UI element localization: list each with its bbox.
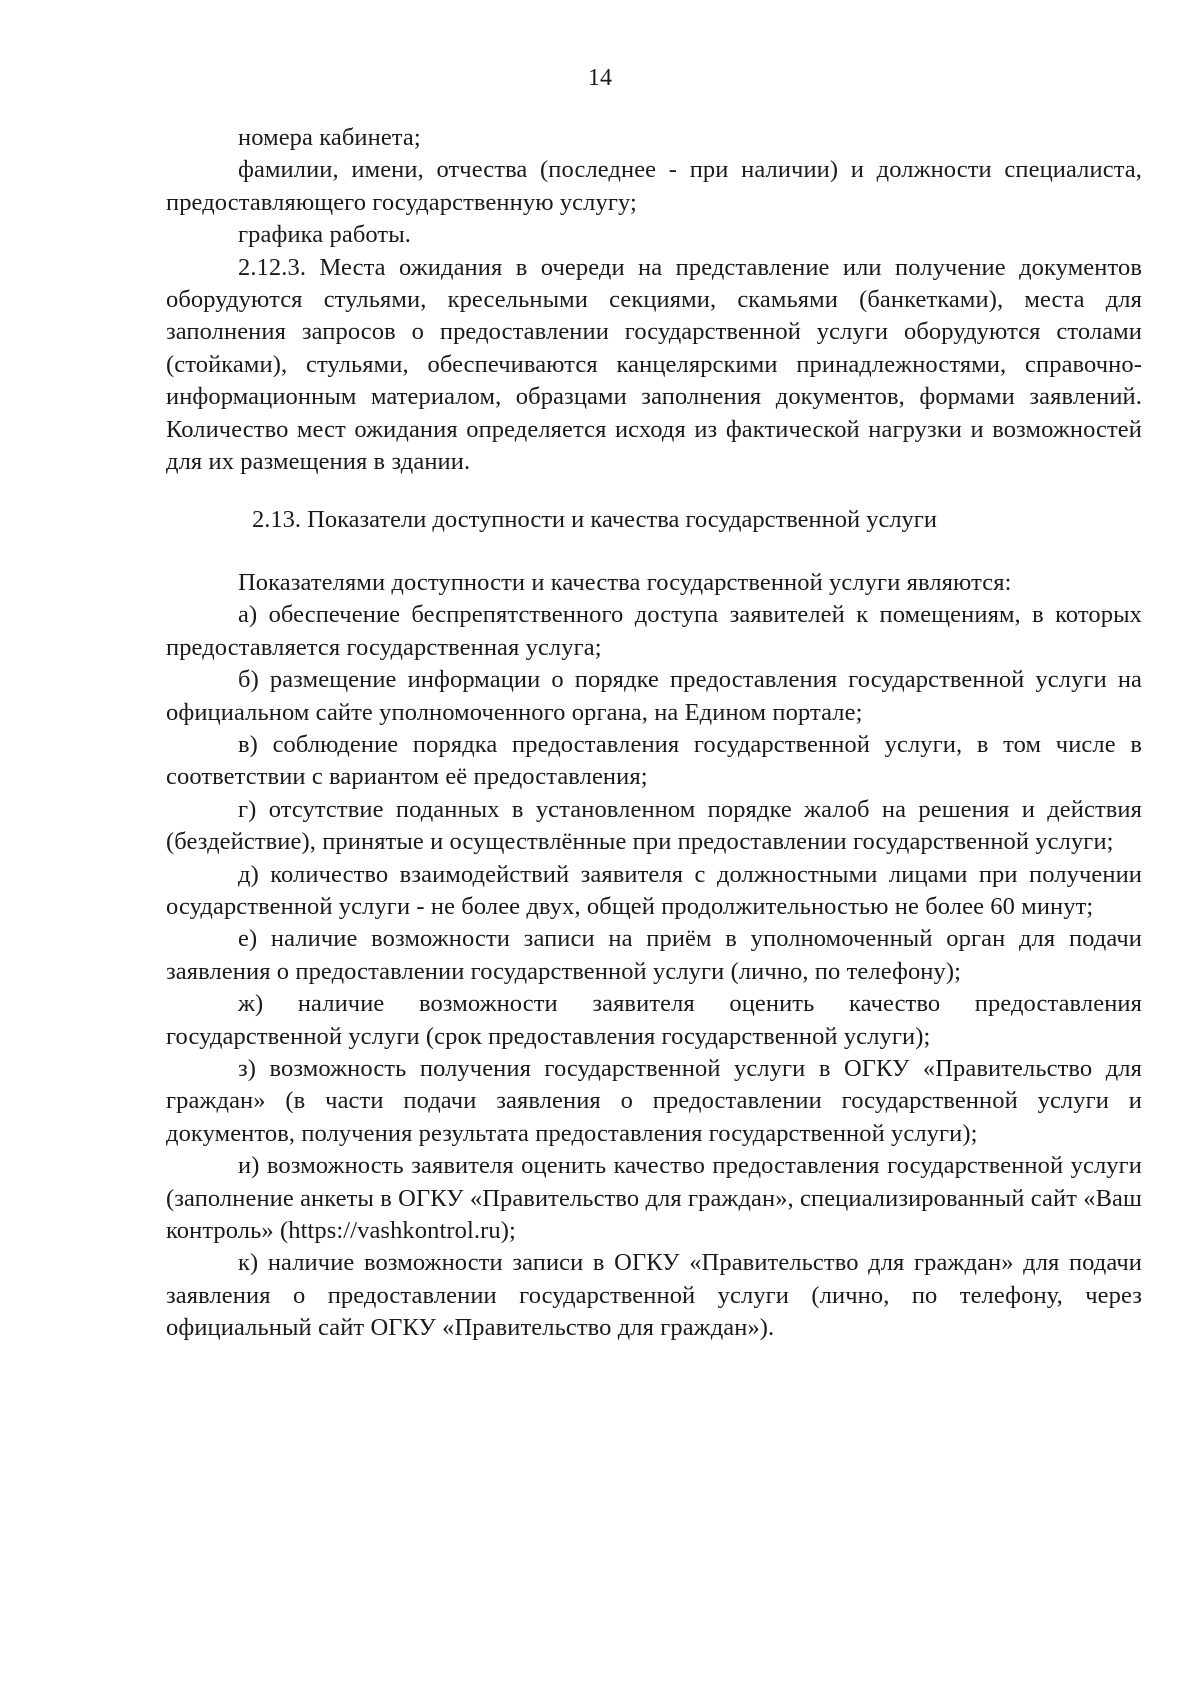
list-item-g: г) отсутствие поданных в установленном порядке жалоб на решения и действия (бездействие), принятые и осуществлённые при предоставлении государственной услуги; [166,795,1142,856]
list-item-zh: ж) наличие возможности заявителя оценить качество предоставления государственной услуги (срок предоставления государственной услуги); [166,990,1142,1050]
paragraph-specialist-name: фамилии, имени, отчества (последнее - при наличии) и должности специалиста, предоставляющего государственную услугу; [166,156,1142,216]
page-number: 14 [588,65,612,91]
list-item-i: и) возможность заявителя оценить качество предоставления государственной услуги (заполнение анкеты в ОГКУ «Правительство для граждан», специализированный сайт «Ваш контроль» (https://vashkontrol.ru); [166,1152,1142,1244]
paragraph-indicators-intro: Показателями доступности и качества государственной услуги являются: [238,568,1012,596]
list-item-k: к) наличие возможности записи в ОГКУ «Правительство для граждан» для подачи заявления о предоставлении государственной услуги (лично, по телефону, через официальный сайт ОГКУ «Правительство для граждан»). [166,1249,1142,1342]
list-item-b: б) размещение информации о порядке предоставления государственной услуги на официальном сайте уполномоченного органа, на Едином портале; [166,666,1142,726]
list-item-z: з) возможность получения государственной услуги в ОГКУ «Правительство для граждан» (в части подачи заявления о предоставлении государственной услуги и документов, получения результата предоставления государственной услуги); [166,1054,1142,1147]
paragraph-cabinet-number: номера кабинета; [238,124,421,151]
list-item-a: а) обеспечение беспрепятственного доступа заявителей к помещениям, в которых предоставляется государственная услуга; [166,601,1142,661]
list-item-v: в) соблюдение порядка предоставления государственной услуги, в том числе в соответствии с вариантом её предоставления; [166,730,1142,791]
paragraph-2-12-3: 2.12.3. Места ожидания в очереди на представление или получение документов оборудуются стульями, кресельными секциями, скамьями (банкетками), места для заполнения запросов о предоставлении государственной услуги оборудуются столами (стойками), стульями, обеспечиваются канцелярскими принадлежностями, справочно-информационным материалом, образцами заполнения документов, формами заявлений. Количество мест ожидания определяется исходя из фактической нагрузки и возможностей для их размещения в здании. [166,253,1142,476]
section-heading-2-13: 2.13. Показатели доступности и качества государственной услуги [252,506,937,534]
list-item-d: д) количество взаимодействий заявителя с должностными лицами при получении осударственной услуги - не более двух, общей продолжительностью не более 60 минут; [166,860,1142,920]
document-body [166,122,1142,1345]
paragraph-work-schedule: графика работы. [238,221,411,249]
list-item-e: е) наличие возможности записи на приём в уполномоченный орган для подачи заявления о предоставлении государственной услуги (лично, по телефону); [166,925,1142,985]
